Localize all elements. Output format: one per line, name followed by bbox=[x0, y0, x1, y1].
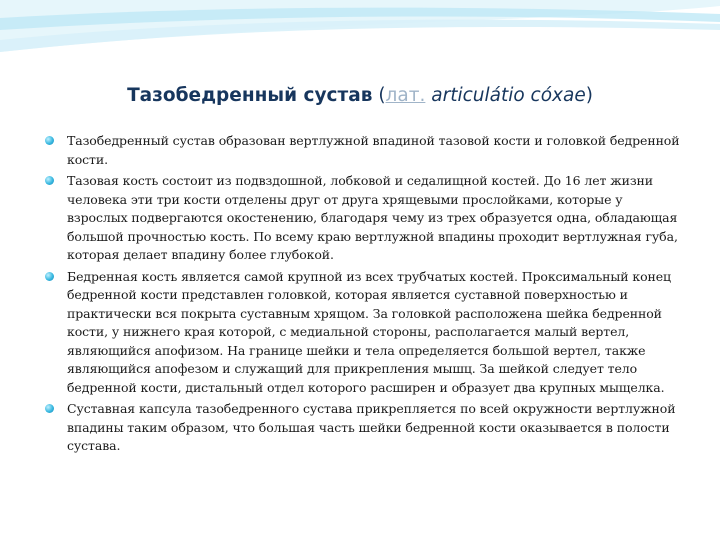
list-item bbox=[42, 268, 682, 398]
bullet-text: Тазобедренный сустав образован вертлужной впадиной тазовой кости и головкой бедренной кости. bbox=[67, 133, 680, 167]
bullet-dot-icon bbox=[45, 272, 54, 281]
title-open-paren: ( bbox=[372, 85, 386, 106]
list-item bbox=[42, 132, 682, 169]
title-main: Тазобедренный сустав bbox=[127, 85, 373, 106]
title-close-paren: ) bbox=[585, 85, 593, 106]
bullet-text: Бедренная кость является самой крупной из всех трубчатых костей. Проксимальный конец бедренной кости представлен головкой, которая является суставной поверхностью и практически вся покрыта суставным хрящом. За головкой расположена шейка бедренной кости, у нижнего края которой, с медиальной стороны, располагается малый вертел, являющийся апофизом. На границе шейки и тела определяется большой вертел, также являющийся апофезом и служащий для прикрепления мышц. За шейкой следует тело бедренной кости, дистальный отдел которого расширен и образует два крупных мыщелка. bbox=[67, 268, 671, 395]
bullet-dot-icon bbox=[45, 404, 54, 413]
bullet-text: Суставная капсула тазобедренного сустава прикрепляется по всей окружности вертлужной впадины таким образом, что большая часть шейки бедренной кости оказывается в полости сустава. bbox=[67, 401, 676, 453]
list-item bbox=[42, 172, 682, 265]
bullet-dot-icon bbox=[45, 176, 54, 185]
title-latin: articulátio cóxae bbox=[425, 85, 586, 106]
bullet-text: Тазовая кость состоит из подвздошной, лобковой и седалищной костей. До 16 лет жизни человека эти три кости отделены друг от друга хрящевыми прослойками, которые у взрослых подвергаются окостенению, благодаря чему из трех образуется одна, обладающая большой прочностью кость. По всему краю вертлужной впадины проходит вертлужная губа, которая делает впадину более глубокой. bbox=[67, 173, 678, 262]
decorative-swoosh bbox=[0, 0, 720, 90]
slide-title bbox=[0, 85, 720, 106]
bullet-dot-icon bbox=[45, 136, 54, 145]
bullet-list bbox=[42, 132, 682, 459]
list-item bbox=[42, 400, 682, 456]
lat-link[interactable]: лат. bbox=[385, 85, 426, 106]
